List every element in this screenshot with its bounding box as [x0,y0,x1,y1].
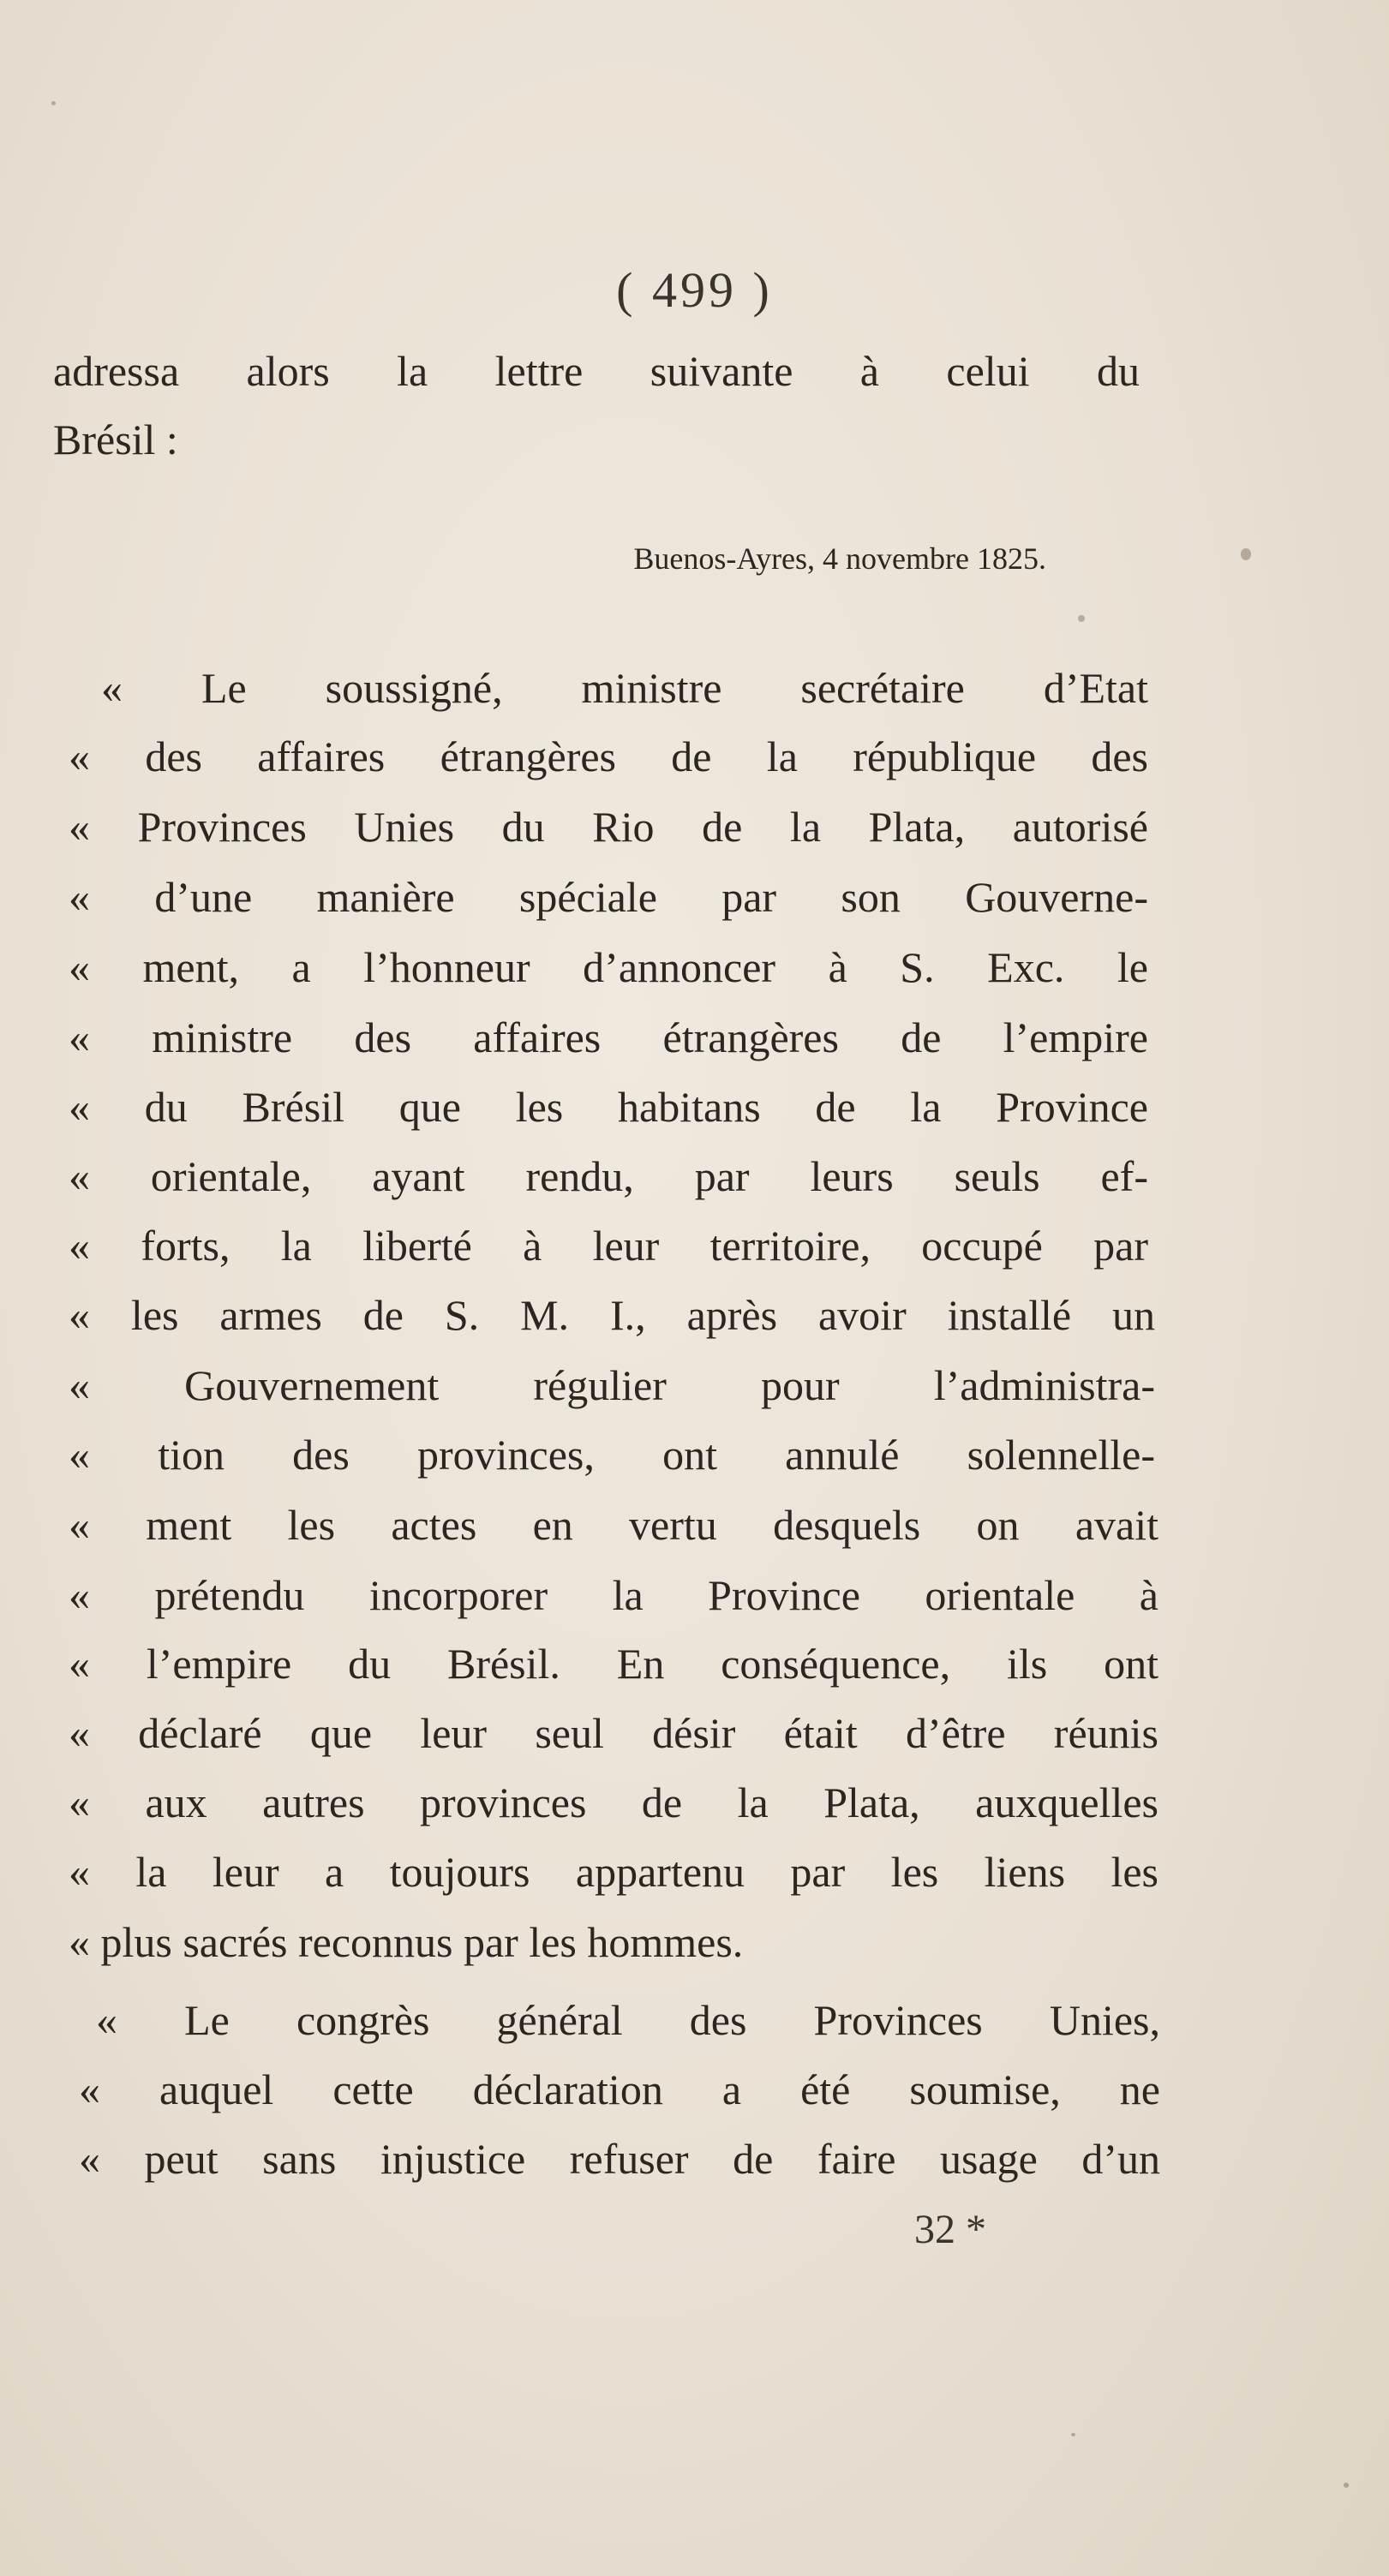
paper-spot [1344,2483,1349,2488]
letter-line: « ment, a l’honneur d’annoncer à S. Exc. le [69,943,1148,991]
letter-line: « aux autres provinces de la Plata, auxquelles [69,1778,1158,1826]
intro-line: adressa alors la lettre suivante à celui du [53,347,1140,395]
letter-line: « déclaré que leur seul désir était d’être réunis [69,1709,1158,1757]
letter-line: « prétendu incorporer la Province orientale à [69,1571,1158,1619]
letter-line: « Le soussigné, ministre secrétaire d’Etat [101,664,1148,712]
letter-line: « orientale, ayant rendu, par leurs seuls ef- [69,1152,1148,1200]
paper-spot [1241,548,1251,560]
letter-line: « la leur a toujours appartenu par les liens les [69,1848,1158,1896]
paper-spot [1071,2433,1075,2436]
intro-line: Brésil : [53,415,178,463]
letter-line: « l’empire du Brésil. En conséquence, ils ont [69,1640,1158,1688]
letter-line: « auquel cette déclaration a été soumise, ne [79,2065,1160,2113]
letter-line: « les armes de S. M. I., après avoir installé un [69,1291,1155,1339]
signature-mark: 32 * [914,2207,986,2252]
letter-line: « des affaires étrangères de la république des [69,732,1148,780]
page-number: ( 499 ) [616,262,773,318]
paper-spot [1078,615,1085,622]
letter-line: « du Brésil que les habitans de la Province [69,1083,1148,1131]
letter-line: « ment les actes en vertu desquels on avait [69,1501,1158,1549]
letter-line: « tion des provinces, ont annulé solennelle- [69,1431,1155,1479]
paper-spot [51,101,56,105]
letter-line: « d’une manière spéciale par son Gouverne- [69,873,1148,921]
letter-line: « Provinces Unies du Rio de la Plata, autorisé [69,803,1148,851]
letter-line: « Le congrès général des Provinces Unies, [96,1996,1160,2044]
letter-line: « peut sans injustice refuser de faire usage d’un [79,2135,1160,2183]
letter-line: « forts, la liberté à leur territoire, occupé par [69,1222,1148,1270]
letter-line: « Gouvernement régulier pour l’administra- [69,1361,1155,1409]
letter-dateline: Buenos-Ayres, 4 novembre 1825. [633,541,1046,576]
letter-line: « plus sacrés reconnus par les hommes. [69,1918,744,1966]
letter-line: « ministre des affaires étrangères de l’empire [69,1013,1148,1061]
